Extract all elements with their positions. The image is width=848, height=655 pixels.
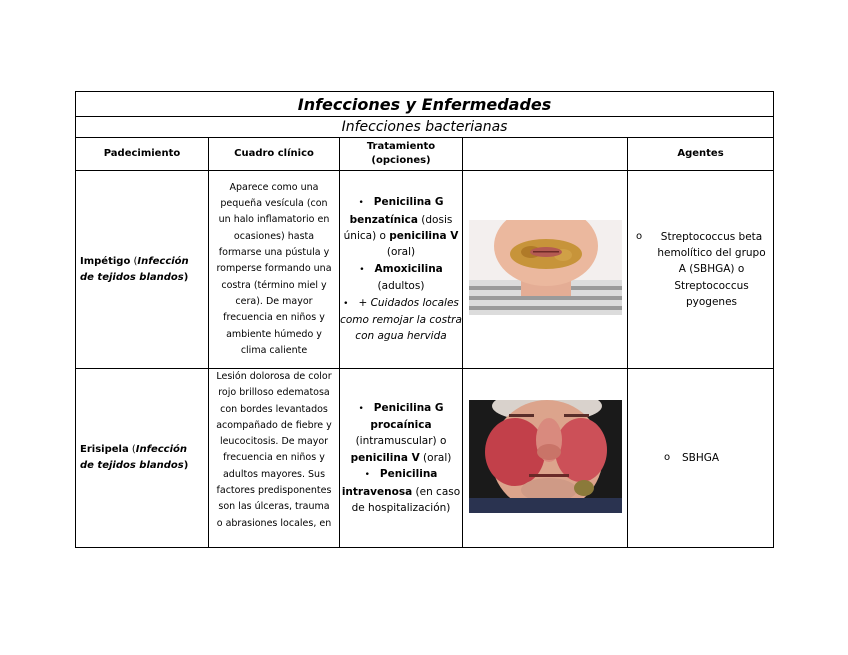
condition-name: Erisipela — [80, 444, 129, 455]
clinical-cell — [209, 369, 340, 548]
treatment-note: (oral) — [419, 451, 452, 464]
treatment-drug: penicilina V — [389, 229, 459, 242]
treatment-item — [340, 295, 462, 345]
condition-note: Infección de tejidos blandos — [80, 444, 188, 471]
table-row — [76, 171, 774, 369]
agent-marker: o — [664, 451, 671, 463]
condition-cell — [76, 171, 209, 369]
treatment-note: (adultos) — [377, 280, 425, 293]
condition-paren-open: ( — [130, 255, 138, 267]
condition-paren-close: ) — [183, 271, 189, 283]
treatment-item — [340, 261, 462, 295]
infections-table — [75, 91, 774, 548]
treatment-item — [340, 400, 462, 467]
table-subtitle: Infecciones bacterianas — [76, 117, 774, 138]
agent-cell — [628, 369, 774, 548]
header-tratamiento-label: Tratamiento (opciones) — [366, 141, 436, 166]
treatment-note-italic: + Cuidados locales como remojar la costra con agua hervida — [340, 296, 462, 343]
treatment-item — [340, 466, 462, 516]
condition-paren-close: ) — [183, 460, 189, 471]
agent-item — [628, 450, 773, 466]
bullet-glyph: • — [364, 470, 370, 481]
treatment-drug: Penicilina G procaínica — [370, 401, 444, 431]
bullet-glyph: • — [358, 403, 364, 414]
agent-marker: o — [636, 230, 643, 242]
clinical-cell — [209, 171, 340, 369]
table-row — [76, 369, 774, 548]
agent-text: Streptococcus beta hemolítico del grupo A (SBHGA) o Streptococcus pyogenes — [657, 230, 766, 308]
bullet-glyph: • — [358, 198, 364, 209]
agent-cell — [628, 171, 774, 369]
image-cell — [463, 171, 628, 369]
erisipela-photo — [469, 400, 622, 513]
treatment-note: (oral) — [386, 246, 416, 259]
treatment-note: (intramuscular) o — [355, 435, 447, 448]
clinical-text: Aparece como una pequeña vesícula (con un halo inflamatorio en ocasiones) hasta formarse una pústula y romperse formando una costra (término miel y cera). De mayor frecuencia en niños y ambiente húmedo y clima caliente — [216, 181, 332, 356]
table-title: Infecciones y Enfermedades — [76, 92, 774, 117]
condition-cell — [76, 369, 209, 548]
image-cell — [463, 369, 628, 548]
impetigo-photo — [469, 220, 622, 315]
treatment-note: (en caso de hospitalización) — [351, 485, 461, 515]
treatment-list — [340, 400, 462, 517]
condition-note: Infección de tejidos blandos — [80, 255, 189, 283]
treatment-drug: Penicilina intravenosa — [341, 468, 438, 498]
header-cuadro-clinico: Cuadro clínico — [209, 138, 340, 171]
condition-paren-open: ( — [128, 444, 136, 455]
treatment-drug: Amoxicilina — [374, 262, 443, 275]
header-padecimiento: Padecimiento — [76, 138, 209, 171]
treatment-drug: penicilina V — [350, 451, 420, 464]
agent-item — [628, 229, 773, 310]
condition-name: Impétigo — [80, 255, 131, 267]
treatment-drug: Penicilina G benzatínica — [349, 196, 444, 226]
treatment-note: (dosis única) o — [343, 213, 453, 242]
clinical-text: Lesión dolorosa de color rojo brilloso edematosa con bordes levantados acompañado de fiebre y leucocitosis. De mayor frecuencia en niños y adultos mayores. Sus factores predisponentes son las úlceras, trauma o abrasiones locales, en — [216, 371, 332, 529]
treatment-list — [340, 194, 462, 345]
treatment-item — [340, 194, 462, 261]
treatment-cell — [340, 369, 463, 548]
treatment-cell — [340, 171, 463, 369]
header-agentes: Agentes — [628, 138, 774, 171]
agent-text: SBHGA — [682, 451, 720, 464]
impetigo-photo-graphic — [469, 220, 622, 315]
bullet-glyph: • — [343, 298, 349, 309]
header-imagen — [463, 138, 628, 171]
bullet-glyph: • — [359, 264, 365, 275]
header-tratamiento — [340, 138, 463, 171]
erisipela-photo-graphic — [469, 400, 622, 513]
